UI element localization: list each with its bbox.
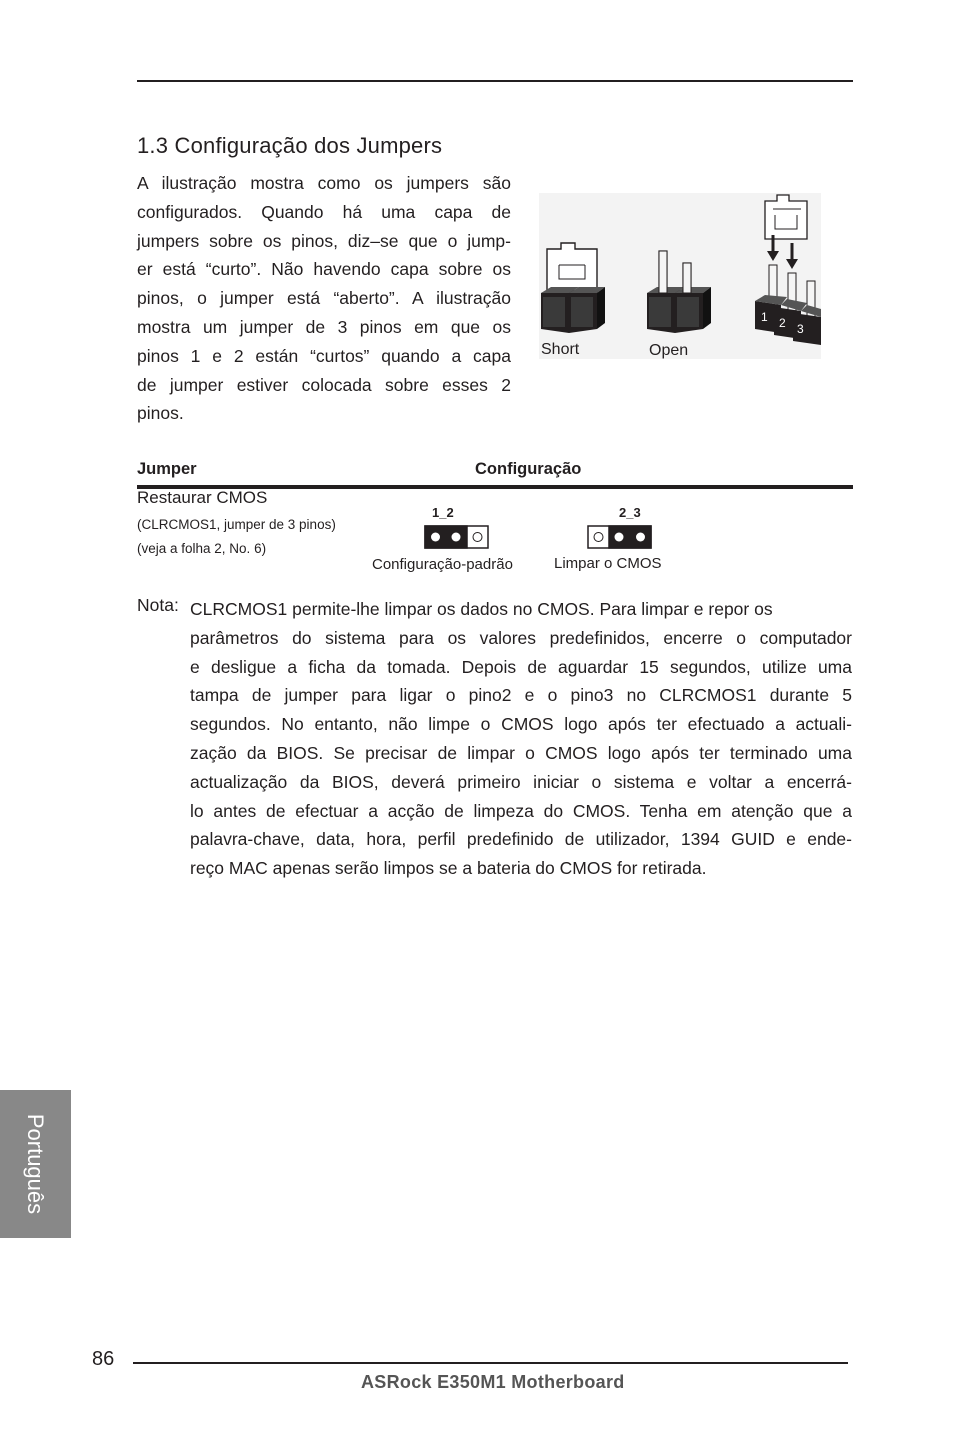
pin-2-dot (452, 533, 461, 542)
intro-line: jumpers sobre os pinos, diz–se que o jump- (137, 230, 511, 251)
clear-pin-svg (587, 525, 653, 551)
pin-3-dot (473, 533, 482, 542)
note-line: tampa de jumper para ligar o pino2 e o pino3 no CLRCMOS1 durante 5 (190, 685, 852, 706)
top-rule (137, 80, 853, 82)
clear-pins-label: 2_3 (619, 505, 641, 520)
default-caption: Configuração-padrão (372, 556, 513, 573)
jumper-detail-2: (veja a folha 2, No. 6) (137, 541, 267, 556)
note-line: segundos. No entanto, não limpe o CMOS logo após ter efectuado a actuali- (190, 714, 852, 735)
note-line: actualização da BIOS, deverá primeiro iniciar o sistema e voltar a encerrá- (190, 771, 852, 792)
note-line: reço MAC apenas serão limpos se a bateria do CMOS for retirada. (190, 858, 707, 879)
table-header-config: Configuração (475, 460, 582, 478)
intro-line: er está “curto”. Não havendo capa sobre os (137, 259, 511, 280)
default-pin-diagram (424, 525, 490, 556)
note-label: Nota: (137, 595, 179, 615)
intro-line: A ilustração mostra como os jumpers são (137, 173, 511, 193)
page-number: 86 (92, 1348, 115, 1370)
jumper-name: Restaurar CMOS (137, 488, 268, 507)
language-side-tab (0, 1090, 71, 1238)
intro-line: de jumper estiver colocada sobre esses 2 (137, 374, 511, 395)
clear-pin-diagram (587, 525, 653, 556)
intro-line: configurados. Quando há uma capa de (137, 201, 511, 222)
note-body (190, 595, 852, 883)
note-line: e desligue a ficha da tomada. Depois de aguardar 15 segundos, utilize uma (190, 656, 852, 677)
jumper-illustration-svg (539, 193, 821, 359)
intro-line: pinos. (137, 403, 184, 424)
jumper-illustration (539, 193, 821, 359)
short-label: Short (541, 341, 580, 358)
note-line: lo antes de efectuar a acção de limpeza do CMOS. Tenha em atenção que a (190, 800, 852, 821)
jumper-detail-1: (CLRCMOS1, jumper de 3 pinos) (137, 517, 336, 532)
pin-3-dot (636, 533, 645, 542)
open-label: Open (649, 342, 689, 359)
intro-line: pinos, o jumper está “aberto”. A ilustração (137, 288, 511, 309)
pin-1-dot (594, 533, 603, 542)
table-header-jumper: Jumper (137, 460, 197, 478)
default-pin-svg (424, 525, 490, 551)
footer-product: ASRock E350M1 Motherboard (361, 1372, 625, 1392)
footer-rule (133, 1362, 848, 1364)
pin-1-dot (431, 533, 440, 542)
intro-line: pinos 1 e 2 están “curtos” quando a capa (137, 345, 511, 366)
note-line: CLRCMOS1 permite-lhe limpar os dados no CMOS. Para limpar e repor os (190, 599, 773, 619)
default-pins-label: 1_2 (432, 505, 454, 520)
section-title: 1.3 Configuração dos Jumpers (137, 133, 443, 158)
clear-caption: Limpar o CMOS (554, 555, 662, 572)
pin-2-dot (615, 533, 624, 542)
note-line: parâmetros do sistema para os valores predefinidos, encerre o computador (190, 627, 852, 648)
intro-line: mostra um jumper de 3 pinos em que os (137, 316, 511, 337)
pin-number-2: 2 (779, 316, 786, 330)
language-side-tab-label: Português (23, 1113, 48, 1215)
note-line: palavra-chave, data, hora, perfil predefinido de utilizador, 1394 GUID e ende- (190, 829, 852, 850)
note-line: zação da BIOS. Se precisar de limpar o CMOS logo após ter terminado uma (190, 742, 852, 763)
short-jumper-graphic (541, 243, 605, 333)
intro-paragraph (137, 169, 511, 428)
open-jumper-graphic (647, 251, 711, 333)
three-pin-jumper-graphic (755, 195, 821, 345)
pin-number-1: 1 (761, 310, 768, 324)
pin-number-3: 3 (797, 322, 804, 336)
